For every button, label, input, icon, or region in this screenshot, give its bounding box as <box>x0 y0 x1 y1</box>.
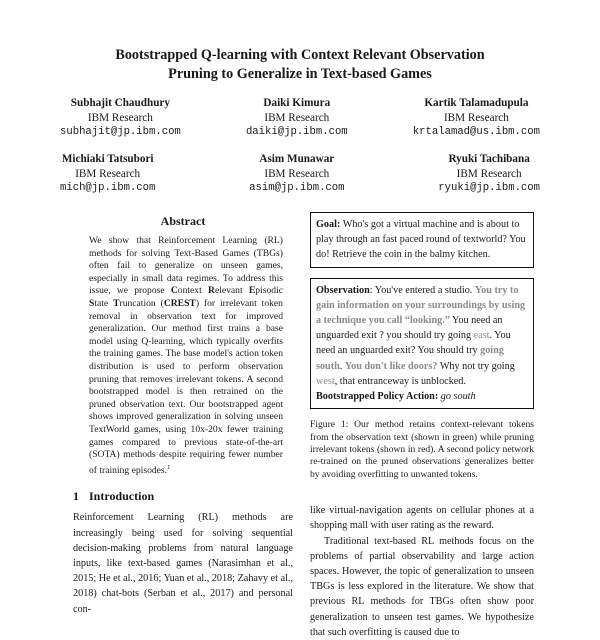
author-row-2 <box>60 152 540 196</box>
author-email: subhajit@jp.ibm.com <box>60 126 181 138</box>
pruned-tokens: west <box>316 375 335 387</box>
right-column <box>310 212 534 640</box>
author-name: Kartik Talamadupula <box>424 97 529 109</box>
pruned-tokens: east <box>473 330 490 342</box>
title-line-1: Bootstrapped Q-learning with Context Relevant Observation <box>115 47 485 63</box>
author-block <box>60 152 155 196</box>
left-column <box>73 214 293 617</box>
intro-paragraph: Reinforcement Learning (RL) methods are increasingly being used for solving sequential decision-making problems from natural language inputs, like text-based games (Narasimhan et al., 2015; He et al., 2016; Yuan et al., 2018; Zahavy et al., 2018) chat-bots (Serban et al., 2017) and personal con- <box>73 512 294 615</box>
author-block <box>413 96 540 140</box>
author-name: Ryuki Tachibana <box>448 153 530 165</box>
retained-tokens: You try to gain information on your surroundings by using a technique you call “looking.” <box>316 284 526 327</box>
observation-box: Observation: You've entered a studio. You try to gain information on your surroundings by using a technique you call “looking.” You need an unguarded exit ? you should try going east. You need an unguarded exit? You should try going south. You don't like doors? Why not try going west, that entranceway is unblocked. Bootstrapped Policy Action: go south <box>310 278 534 410</box>
author-row-1 <box>60 96 540 140</box>
author-name: Michiaki Tatsubori <box>61 153 154 165</box>
retained-tokens: You don't like doors? <box>344 360 438 372</box>
author-email: ryuki@jp.ibm.com <box>438 182 540 194</box>
author-block <box>438 152 540 196</box>
paragraph: like virtual-navigation agents on cellular phones at a shopping mall with user rating as the reward. <box>310 505 534 532</box>
author-email: mich@jp.ibm.com <box>60 182 156 194</box>
author-affiliation: IBM Research <box>75 167 141 180</box>
author-affiliation: IBM Research <box>264 111 330 124</box>
author-affiliation: IBM Research <box>264 167 330 180</box>
paper-title <box>0 46 600 84</box>
author-affiliation: IBM Research <box>456 167 522 180</box>
goal-box: Goal: Who's got a virtual machine and is about to play through an fast paced round of textworld? You do! Retrieve the coin in the balmy kitchen. <box>310 212 534 268</box>
abstract-text: We show that Reinforcement Learning (RL) methods for solving Text-Based Games (TBGs) often fail to generalize on unseen games, especially in small data regimes. To address this issue, we propose Context Relevant Episodic State Truncation (CREST) for irrelevant token removal in observation text for improved generalization. Our method first trains a base model using Q-learning, which typically overfits the training games. The base model's action token distribution is used to perform observation pruning that removes irrelevant tokens. A second bootstrapped model is then retrained on the pruned observation text. Our bootstrapped agent shows improved generalization in solving unseen TextWorld games, using 10x-20x fewer training games compared to previous state-of-the-art (SOTA) methods despite requiring fewer number of training episodes.$^1$ <box>89 235 283 476</box>
author-email: daiki@jp.ibm.com <box>245 126 348 138</box>
author-email: krtalamad@us.ibm.com <box>412 126 540 138</box>
author-name: Subhajit Chaudhury <box>70 97 170 109</box>
author-name: Daiki Kimura <box>263 97 331 109</box>
footnote-mark: 1 <box>167 463 171 471</box>
author-affiliation: IBM Research <box>87 111 153 124</box>
paragraph: Traditional text-based RL methods focus on the problems of partial observability and large action spaces. However, the topic of generalization to unseen TBGs is less explored in the literature. We show that previous RL methods for TBGs often show poor generalization to unseen test games. We hypothesize that such overfitting is caused due to <box>310 535 534 638</box>
figure-caption: Figure 1: Our method retains context-relevant tokens from the observation text (shown in green) while pruning irrelevant tokens (shown in red). A second policy network re-trained on the pruned observations generalizes better by avoiding overfitting to unwanted tokens. <box>310 419 534 480</box>
section-heading: 1 Introduction <box>73 489 155 504</box>
right-body-text <box>310 503 534 640</box>
author-affiliation: IBM Research <box>443 111 509 124</box>
title-line-2: Pruning to Generalize in Text-based Games <box>168 66 432 82</box>
author-name: Asim Munawar <box>259 153 335 165</box>
author-block <box>60 96 181 140</box>
author-email: asim@jp.ibm.com <box>249 182 345 194</box>
retained-tokens: going south <box>316 345 504 372</box>
abstract-heading: Abstract <box>160 214 206 228</box>
author-block <box>246 96 348 140</box>
author-block <box>249 152 344 196</box>
